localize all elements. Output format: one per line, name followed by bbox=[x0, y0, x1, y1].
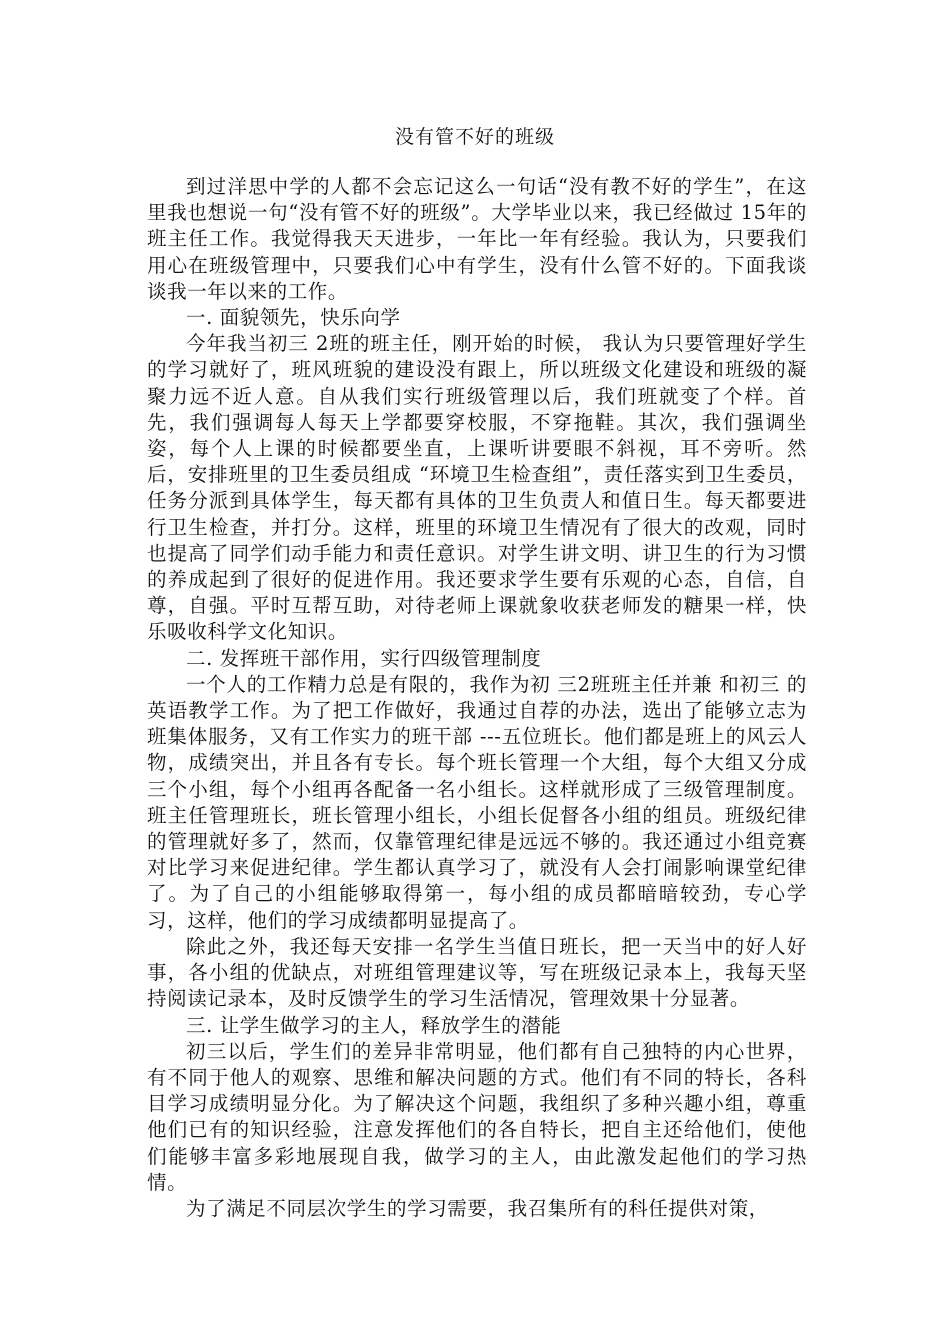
document-body bbox=[147, 174, 807, 1222]
intro-paragraph: 到过洋思中学的人都不会忘记这么一句话“没有教不好的学生”，在这里我也想说一句“没有管不好的班级”。大学毕业以来，我已经做过 15年的班主任工作。我觉得我天天进步，一年比一年有经验。我认为，只要我们用心在班级管理中，只要我们心中有学生，没有什么管不好的。下面我谈谈我一年以来的工作。 bbox=[147, 175, 807, 303]
section-2-paragraph-2: 除此之外，我还每天安排一名学生当值日班长，把一天当中的好人好事，各小组的优缺点，对班组管理建议等，写在班级记录本上，我每天坚持阅读记录本，及时反馈学生的学习生活情况，管理效果十分显著。 bbox=[147, 934, 807, 1011]
section-heading-3: 三. 让学生做学习的主人，释放学生的潜能 bbox=[186, 1013, 562, 1037]
section-3-paragraph-1: 初三以后，学生们的差异非常明显，他们都有自己独特的内心世界，有不同于他人的观察、思维和解决问题的方式。他们有不同的特长，各科目学习成绩明显分化。为了解决这个问题，我组织了多种兴趣小组，尊重他们已有的知识经验，注意发挥他们的各自特长，把自主还给他们，使他们能够丰富多彩地展现自我，做学习的主人，由此激发起他们的学习热情。 bbox=[147, 1039, 807, 1194]
section-2-paragraph-1: 一个人的工作精力总是有限的，我作为初 三2班班主任并兼 和初三 的英语教学工作。为了把工作做好，我通过自荐的办法，选出了能够立志为班集体服务，又有工作实力的班干部 ---五位班长。他们都是班上的风云人物，成绩突出，并且各有专长。每个班长管理一个大组，每个大组又分成三个小组，每个小组再各配备一名小组长。这样就形成了三级管理制度。班主任管理班长，班长管理小组长，小组长促督各小组的组员。班级纪律的管理就好多了，然而，仅靠管理纪律是远远不够的。我还通过小组竞赛对比学习来促进纪律。学生都认真学习了，就没有人会打闹影响课堂纪律了。为了自己的小组能够取得第一，每小组的成员都暗暗较劲，专心学习，这样，他们的学习成绩都明显提高了。 bbox=[147, 672, 807, 932]
document-title: 没有管不好的班级 bbox=[394, 126, 555, 148]
section-heading-1: 一. 面貌领先，快乐向学 bbox=[186, 306, 401, 330]
section-3-paragraph-2: 为了满足不同层次学生的学习需要，我召集所有的科任提供对策， bbox=[186, 1196, 769, 1220]
section-1-paragraph: 今年我当初三 2班的班主任，刚开始的时候， 我认为只要管理好学生的学习就好了，班风班貌的建设没有跟上，所以班级文化建设和班级的凝聚力远不近人意。自从我们实行班级管理以后，我们班就变了个样。首先，我们强调每人每天上学都要穿校服，不穿拖鞋。其次，我们强调坐姿，每个人上课的时候都要坐直，上课听讲要眼不斜视，耳不旁听。然后，安排班里的卫生委员组成 “环境卫生检查组”，责任落实到卫生委员，任务分派到具体学生，每天都有具体的卫生负责人和值日生。每天都要进行卫生检查，并打分。这样，班里的环境卫生情况有了很大的改观，同时也提高了同学们动手能力和责任意识。对学生讲文明、讲卫生的行为习惯的养成起到了很好的促进作用。我还要求学生要有乐观的心态，自信，自尊，自强。平时互帮互助，对待老师上课就象收获老师发的糖果一样，快乐吸收科学文化知识。 bbox=[147, 332, 807, 644]
section-heading-2: 二. 发挥班干部作用，实行四级管理制度 bbox=[186, 646, 542, 670]
